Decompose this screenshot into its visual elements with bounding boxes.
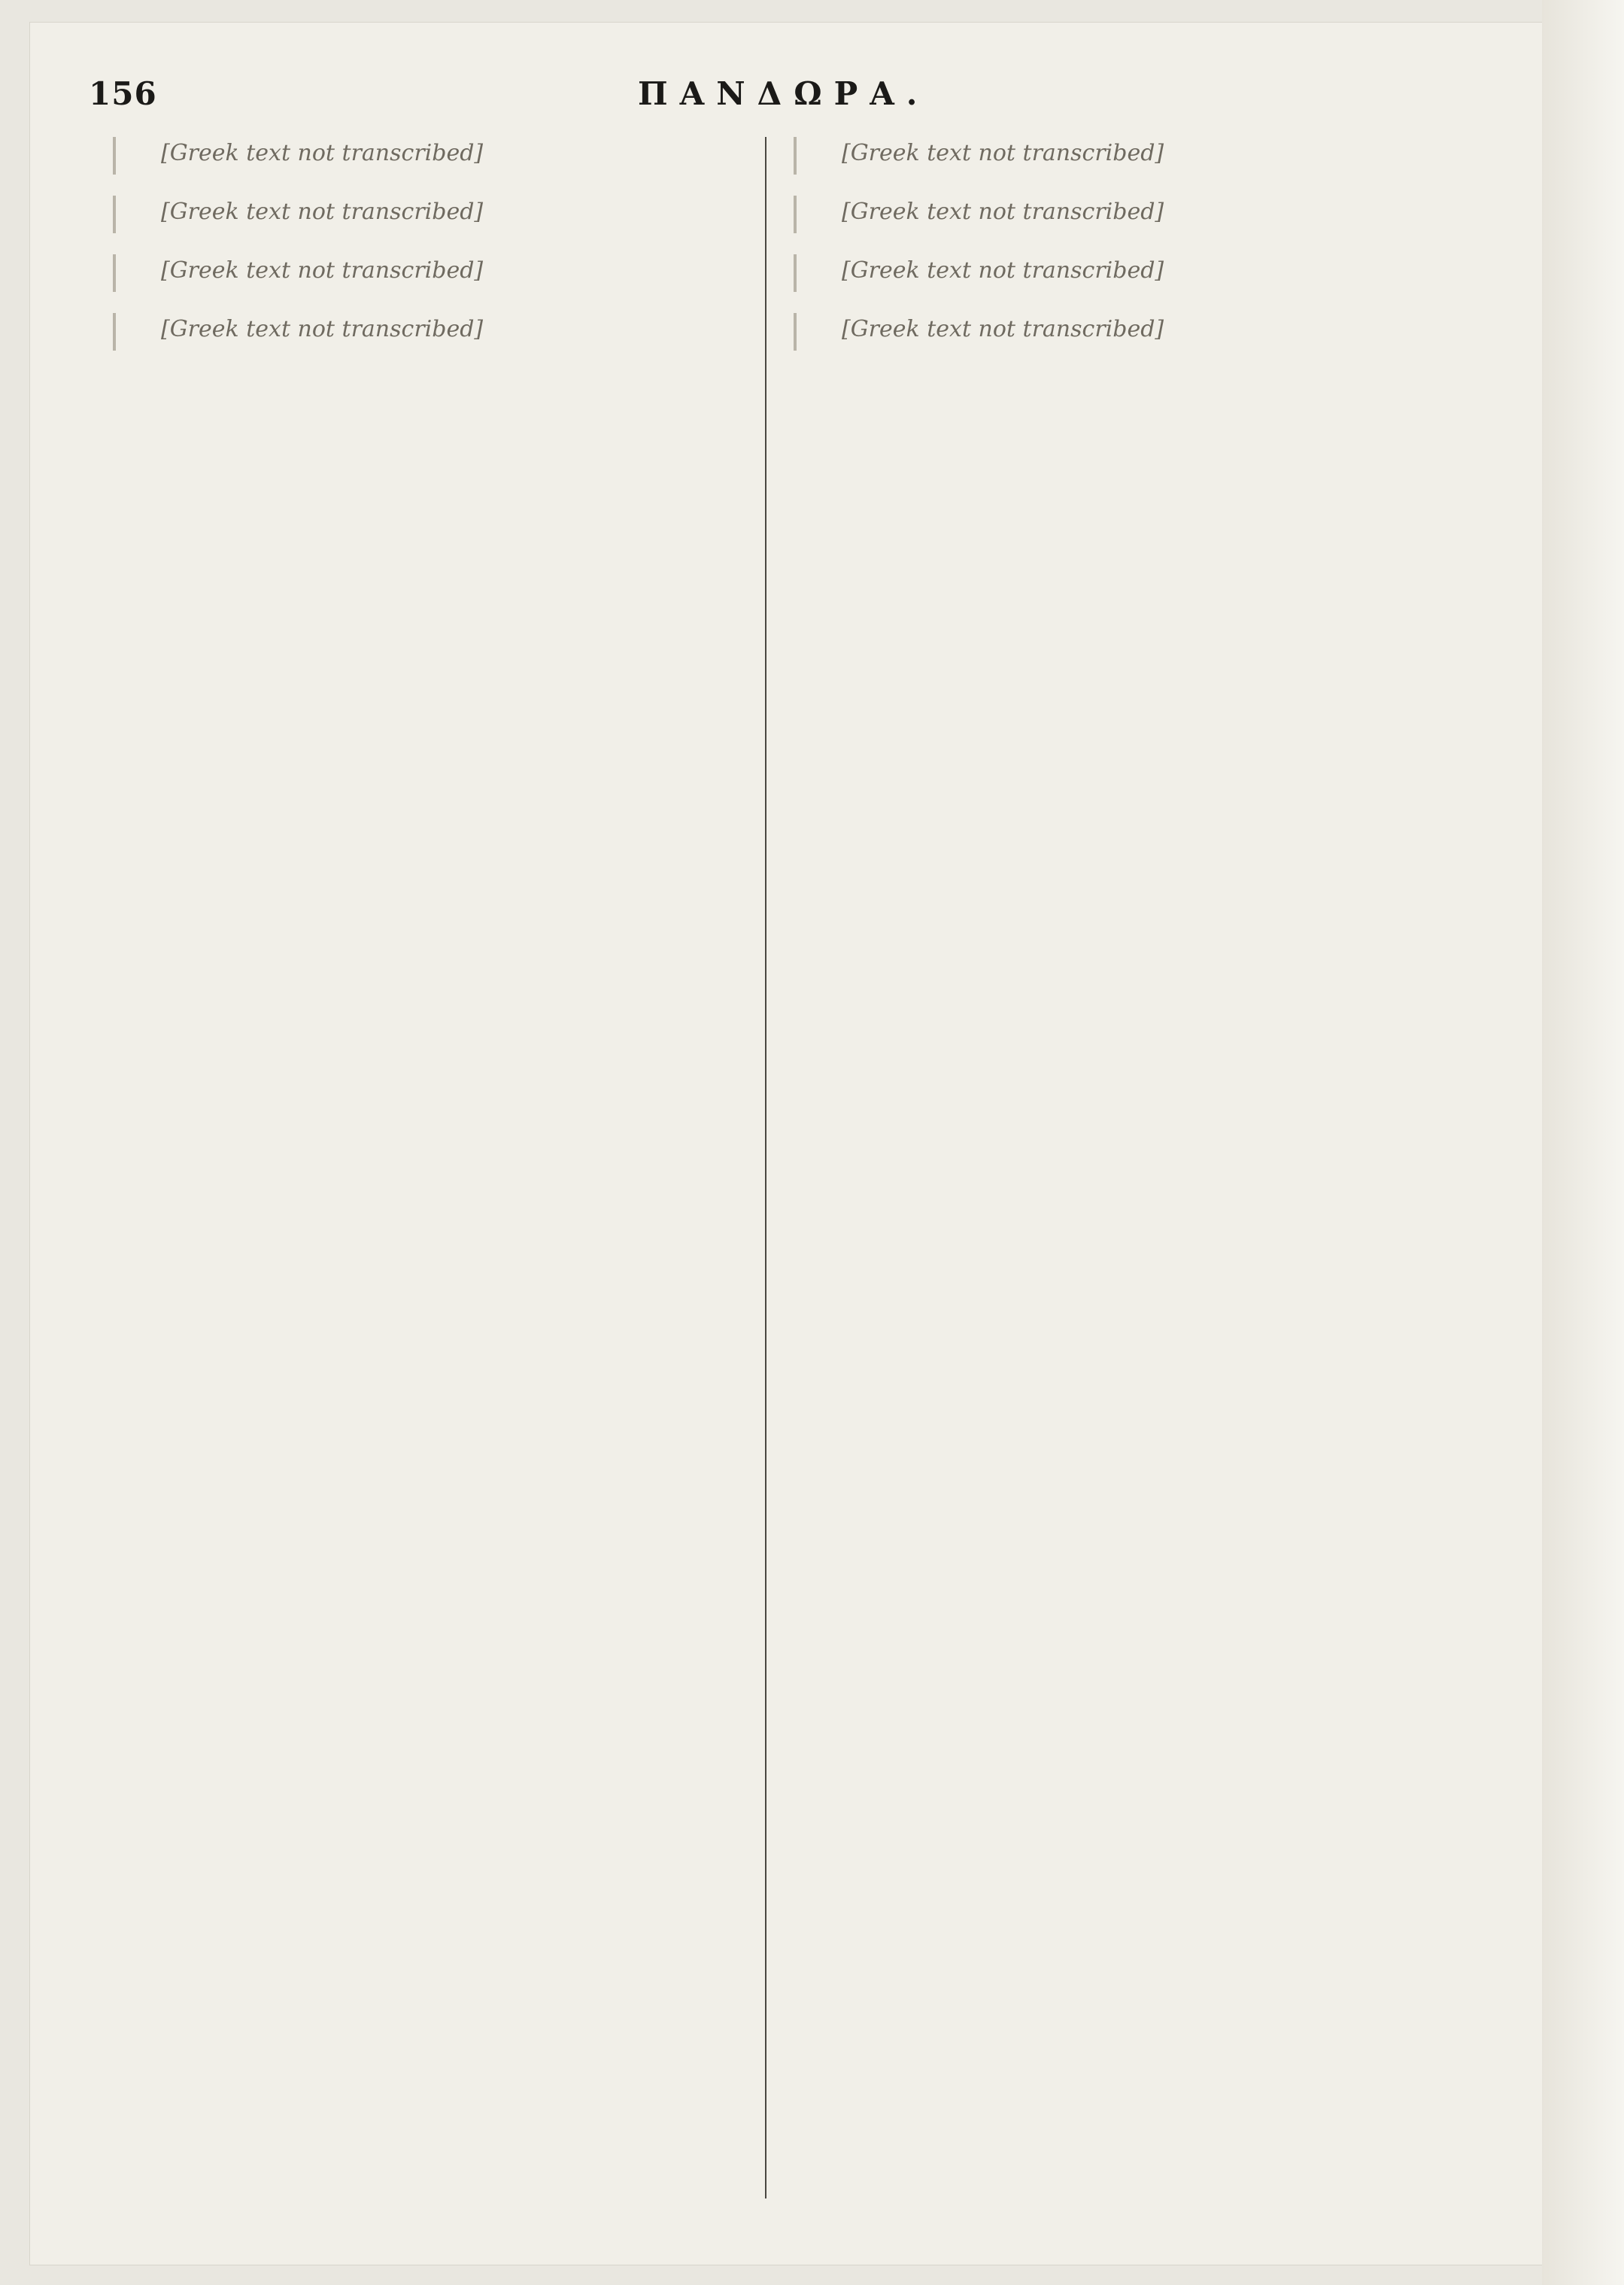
paragraph: [Greek text not transcribed]	[113, 196, 741, 233]
paragraph: [Greek text not transcribed]	[113, 137, 741, 175]
column-rule	[765, 137, 766, 2198]
paragraph: [Greek text not transcribed]	[794, 313, 1422, 351]
paragraph: [Greek text not transcribed]	[794, 254, 1422, 292]
paragraph: [Greek text not transcribed]	[794, 196, 1422, 233]
page-edge	[1542, 0, 1624, 2285]
paragraph: [Greek text not transcribed]	[794, 137, 1422, 175]
left-column	[113, 137, 741, 2198]
running-title: ΠΑΝΔΩΡΑ.	[638, 75, 930, 112]
page-number: 156	[89, 75, 157, 112]
paragraph: [Greek text not transcribed]	[113, 254, 741, 292]
paragraph: [Greek text not transcribed]	[113, 313, 741, 351]
text-columns	[113, 137, 1422, 2198]
page-header	[89, 75, 1413, 128]
right-column	[794, 137, 1422, 2198]
